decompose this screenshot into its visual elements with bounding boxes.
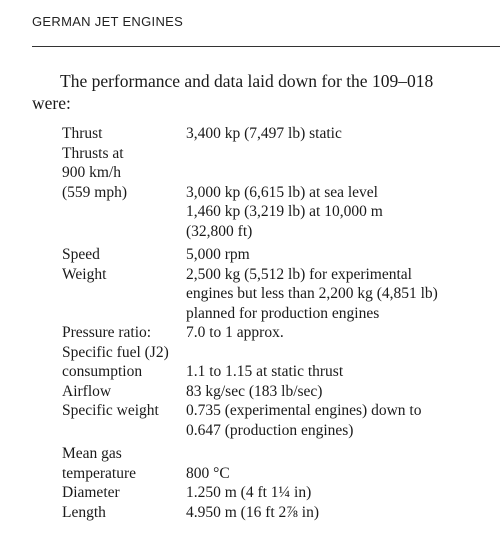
spec-label: Thrust bbox=[62, 125, 103, 142]
spec-value: 4.950 m (16 ft 2⅞ in) bbox=[186, 503, 320, 521]
spec-row bbox=[62, 163, 492, 183]
spec-label: 900 km/h bbox=[62, 164, 121, 181]
intro-line-2: were: bbox=[32, 93, 71, 113]
spec-label: Thrusts at bbox=[62, 144, 124, 162]
spec-row bbox=[62, 202, 492, 222]
spec-row bbox=[62, 382, 492, 402]
spec-label: Diameter bbox=[62, 484, 120, 501]
spec-row bbox=[62, 343, 492, 363]
spec-label: Weight bbox=[62, 265, 107, 283]
spec-value: planned for production engines bbox=[186, 304, 380, 322]
spec-value: engines but less than 2,200 kg (4,851 lb) bbox=[186, 285, 438, 302]
spec-value: 83 kg/sec (183 lb/sec) bbox=[186, 382, 323, 400]
spec-value: 1,460 kp (3,219 lb) at 10,000 m bbox=[186, 203, 383, 220]
spec-row bbox=[62, 183, 492, 203]
spec-row bbox=[62, 323, 492, 343]
spec-row bbox=[62, 284, 492, 304]
spec-row bbox=[62, 124, 492, 144]
spec-label: Speed bbox=[62, 246, 100, 263]
spec-label: (559 mph) bbox=[62, 183, 128, 201]
spec-row bbox=[62, 245, 492, 265]
spec-value: 7.0 to 1 approx. bbox=[186, 324, 284, 341]
spec-row bbox=[62, 144, 492, 164]
spec-label: Mean gas bbox=[62, 445, 122, 462]
spec-value: 1.250 m (4 ft 1¼ in) bbox=[186, 484, 312, 501]
spec-row bbox=[62, 265, 492, 285]
spec-row bbox=[62, 401, 492, 421]
spec-value: 3,000 kp (6,615 lb) at sea level bbox=[186, 183, 378, 201]
spec-label: Airflow bbox=[62, 382, 112, 400]
spec-table bbox=[62, 124, 492, 522]
spec-label: temperature bbox=[62, 464, 137, 482]
spec-row bbox=[62, 483, 492, 503]
spec-value: 2,500 kg (5,512 lb) for experimental bbox=[186, 265, 412, 283]
intro-line-1 bbox=[32, 70, 492, 92]
spec-value: 0.735 (experimental engines) down to bbox=[186, 402, 422, 419]
spec-row bbox=[62, 464, 492, 484]
spec-value: 5,000 rpm bbox=[186, 246, 250, 263]
spec-row bbox=[62, 222, 492, 242]
header-rule bbox=[32, 46, 500, 47]
spec-value: 0.647 (production engines) bbox=[186, 421, 354, 439]
spec-label: Pressure ratio: bbox=[62, 324, 152, 341]
spec-row bbox=[62, 421, 492, 441]
spec-value: 1.1 to 1.15 at static thrust bbox=[186, 363, 344, 380]
spec-label: Specific fuel (J2) bbox=[62, 343, 169, 361]
spec-value: (32,800 ft) bbox=[186, 222, 253, 240]
spec-row bbox=[62, 304, 492, 324]
spec-label: consumption bbox=[62, 363, 143, 380]
spec-value: 3,400 kp (7,497 lb) static bbox=[186, 125, 342, 142]
intro-text-1: The performance and data laid down for the 109–018 bbox=[60, 71, 434, 91]
spec-label: Length bbox=[62, 503, 106, 521]
spec-row bbox=[62, 444, 492, 464]
spec-row bbox=[62, 503, 492, 523]
running-head: GERMAN JET ENGINES bbox=[32, 14, 184, 29]
spec-label: Specific weight bbox=[62, 402, 159, 419]
spec-value: 800 °C bbox=[186, 464, 230, 482]
spec-row bbox=[62, 362, 492, 382]
intro-paragraph bbox=[32, 70, 492, 114]
